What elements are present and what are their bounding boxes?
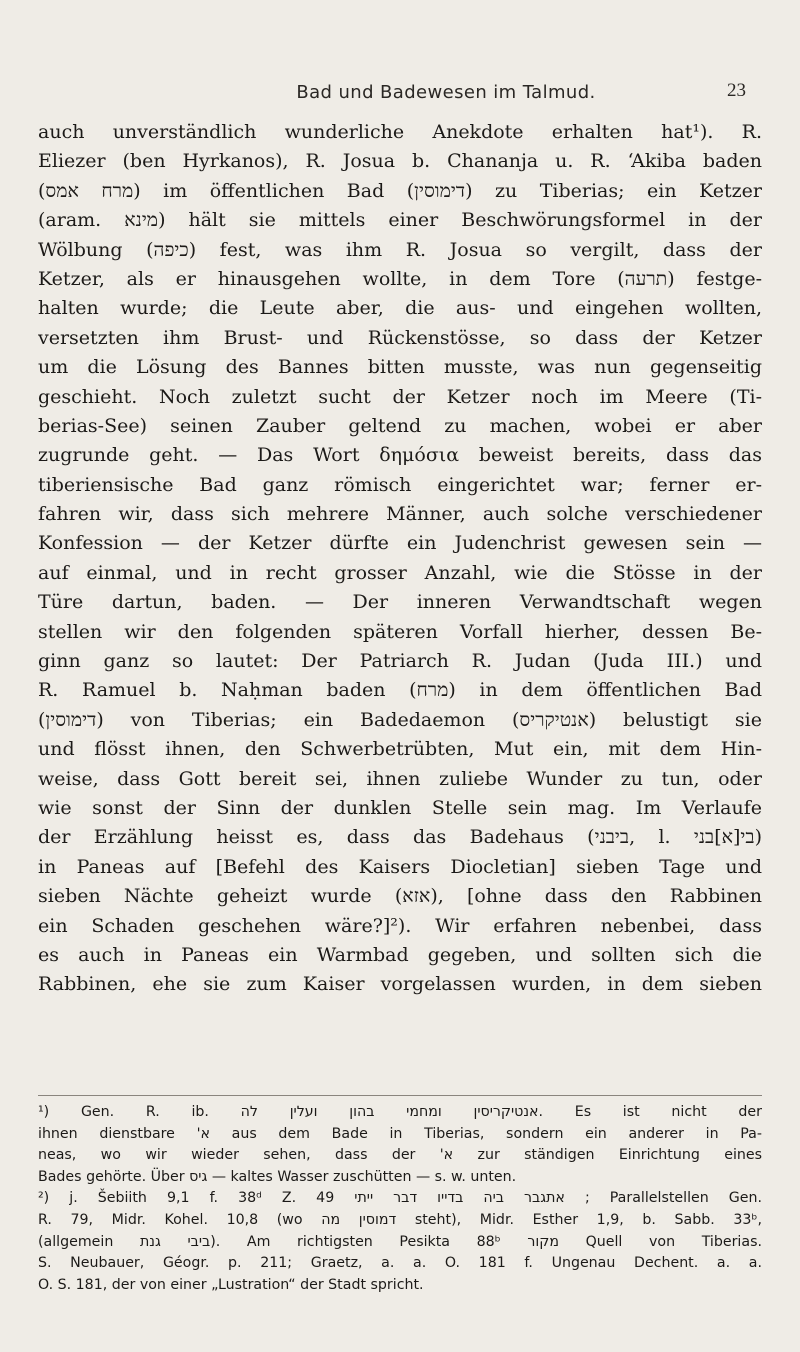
footnote-line: ihnen dienstbare 'א aus dem Bade in Tiberias, sondern ein anderer in Pa-	[38, 1125, 762, 1142]
text-line: Ketzer, als er hinausgehen wollte, in dem Tore (תרעה) festge-	[38, 267, 762, 290]
text-line: auf einmal, und in recht grosser Anzahl, wie die Stösse in der	[38, 561, 762, 584]
page-number: 23	[727, 80, 746, 101]
text-line: Wölbung (כיפה) fest, was ihm R. Josua so vergilt, dass der	[38, 238, 762, 261]
text-line: Eliezer (ben Hyrkanos), R. Josua b. Chananja u. R. ‘Akiba baden	[38, 150, 762, 173]
text-line: berias-See) seinen Zauber geltend zu machen, wobei er aber	[38, 414, 762, 437]
text-line: halten wurde; die Leute aber, die aus- und eingehen wollten,	[38, 297, 762, 320]
text-line: und flösst ihnen, den Schwerbetrübten, Mut ein, mit dem Hin-	[38, 738, 762, 761]
footnote-line: ²) j. Šebiith 9,1 f. 38ᵈ Z. 49 אתגבר ביה בדייו דבר ייתי ; Parallelstellen Gen.	[38, 1190, 762, 1207]
text-line: (aram. מינא) hält sie mittels einer Beschwörungsformel in der	[38, 209, 762, 232]
footnote-line: Bades gehörte. Über גיס — kaltes Wasser zuschütten — s. w. unten.	[38, 1168, 517, 1185]
footnote-divider	[38, 1095, 762, 1096]
text-line: weise, dass Gott bereit sei, ihnen zuliebe Wunder zu tun, oder	[38, 767, 762, 790]
text-line: in Paneas auf [Befehl des Kaisers Diocletian] sieben Tage und	[38, 855, 762, 878]
text-line: es auch in Paneas ein Warmbad gegeben, und sollten sich die	[38, 943, 762, 966]
text-line: fahren wir, dass sich mehrere Männer, auch solche verschiedener	[38, 503, 762, 526]
footnote-line: O. S. 181, der von einer „Lustration“ der Stadt spricht.	[38, 1276, 424, 1293]
text-line: stellen wir den folgenden späteren Vorfall hierher, dessen Be-	[38, 620, 762, 643]
text-line: Türe dartun, baden. — Der inneren Verwandtschaft wegen	[38, 591, 762, 614]
text-line: tiberiensische Bad ganz römisch eingerichtet war; ferner er-	[38, 473, 762, 496]
footnote-line: neas, wo wir wieder sehen, dass der 'א zur ständigen Einrichtung eines	[38, 1147, 762, 1164]
footnote-line: (allgemein ביבי גנת). Am richtigsten Pesikta 88ᵇ מקור Quell von Tiberias.	[38, 1233, 762, 1250]
body-text	[38, 118, 762, 1000]
text-line: wie sonst der Sinn der dunklen Stelle sein mag. Im Verlaufe	[38, 796, 762, 819]
running-title: Bad und Badewesen im Talmud.	[296, 82, 596, 103]
text-line: der Erzählung heisst es, dass das Badehaus (ביבני, l. בי[א]בני)	[38, 826, 762, 849]
text-line: geschieht. Noch zuletzt sucht der Ketzer noch im Meere (Ti-	[38, 385, 762, 408]
text-line: ein Schaden geschehen wäre?]²). Wir erfahren nebenbei, dass	[38, 914, 762, 937]
footnotes	[38, 1102, 762, 1296]
text-line: auch unverständlich wunderliche Anekdote erhalten hat¹). R.	[38, 121, 762, 143]
text-line: zugrunde geht. — Das Wort δημόσια beweist bereits, dass das	[38, 444, 762, 467]
text-line: Rabbinen, ehe sie zum Kaiser vorgelassen wurden, in dem sieben	[38, 973, 762, 996]
text-line: (דימוסין) von Tiberias; ein Badedaemon (אנטיקריס) belustigt sie	[38, 708, 762, 731]
footnote-line: ¹) Gen. R. ib. אנטיקריסין ומחמי בהון ועלין לה. Es ist nicht der	[38, 1104, 762, 1120]
footnote-line: R. 79, Midr. Kohel. 10,8 (wo דמוסין מה steht), Midr. Esther 1,9, b. Sabb. 33ᵇ,	[38, 1211, 762, 1228]
text-line: um die Lösung des Bannes bitten musste, was nun gegenseitig	[38, 356, 762, 379]
text-line: (מרח אמס) im öffentlichen Bad (דימוסין) zu Tiberias; ein Ketzer	[38, 179, 762, 202]
text-line: R. Ramuel b. Naḥman baden (מרח) in dem öffentlichen Bad	[38, 679, 762, 702]
text-line: Konfession — der Ketzer dürfte ein Judenchrist gewesen sein —	[38, 532, 762, 555]
text-line: ginn ganz so lautet: Der Patriarch R. Judan (Juda III.) und	[38, 650, 762, 673]
footnote-line: S. Neubauer, Géogr. p. 211; Graetz, a. a. O. 181 f. Ungenau Dechent. a. a.	[38, 1255, 762, 1272]
text-line: sieben Nächte geheizt wurde (אזא), [ohne dass den Rabbinen	[38, 885, 762, 908]
text-line: versetzten ihm Brust- und Rückenstösse, so dass der Ketzer	[38, 326, 762, 349]
